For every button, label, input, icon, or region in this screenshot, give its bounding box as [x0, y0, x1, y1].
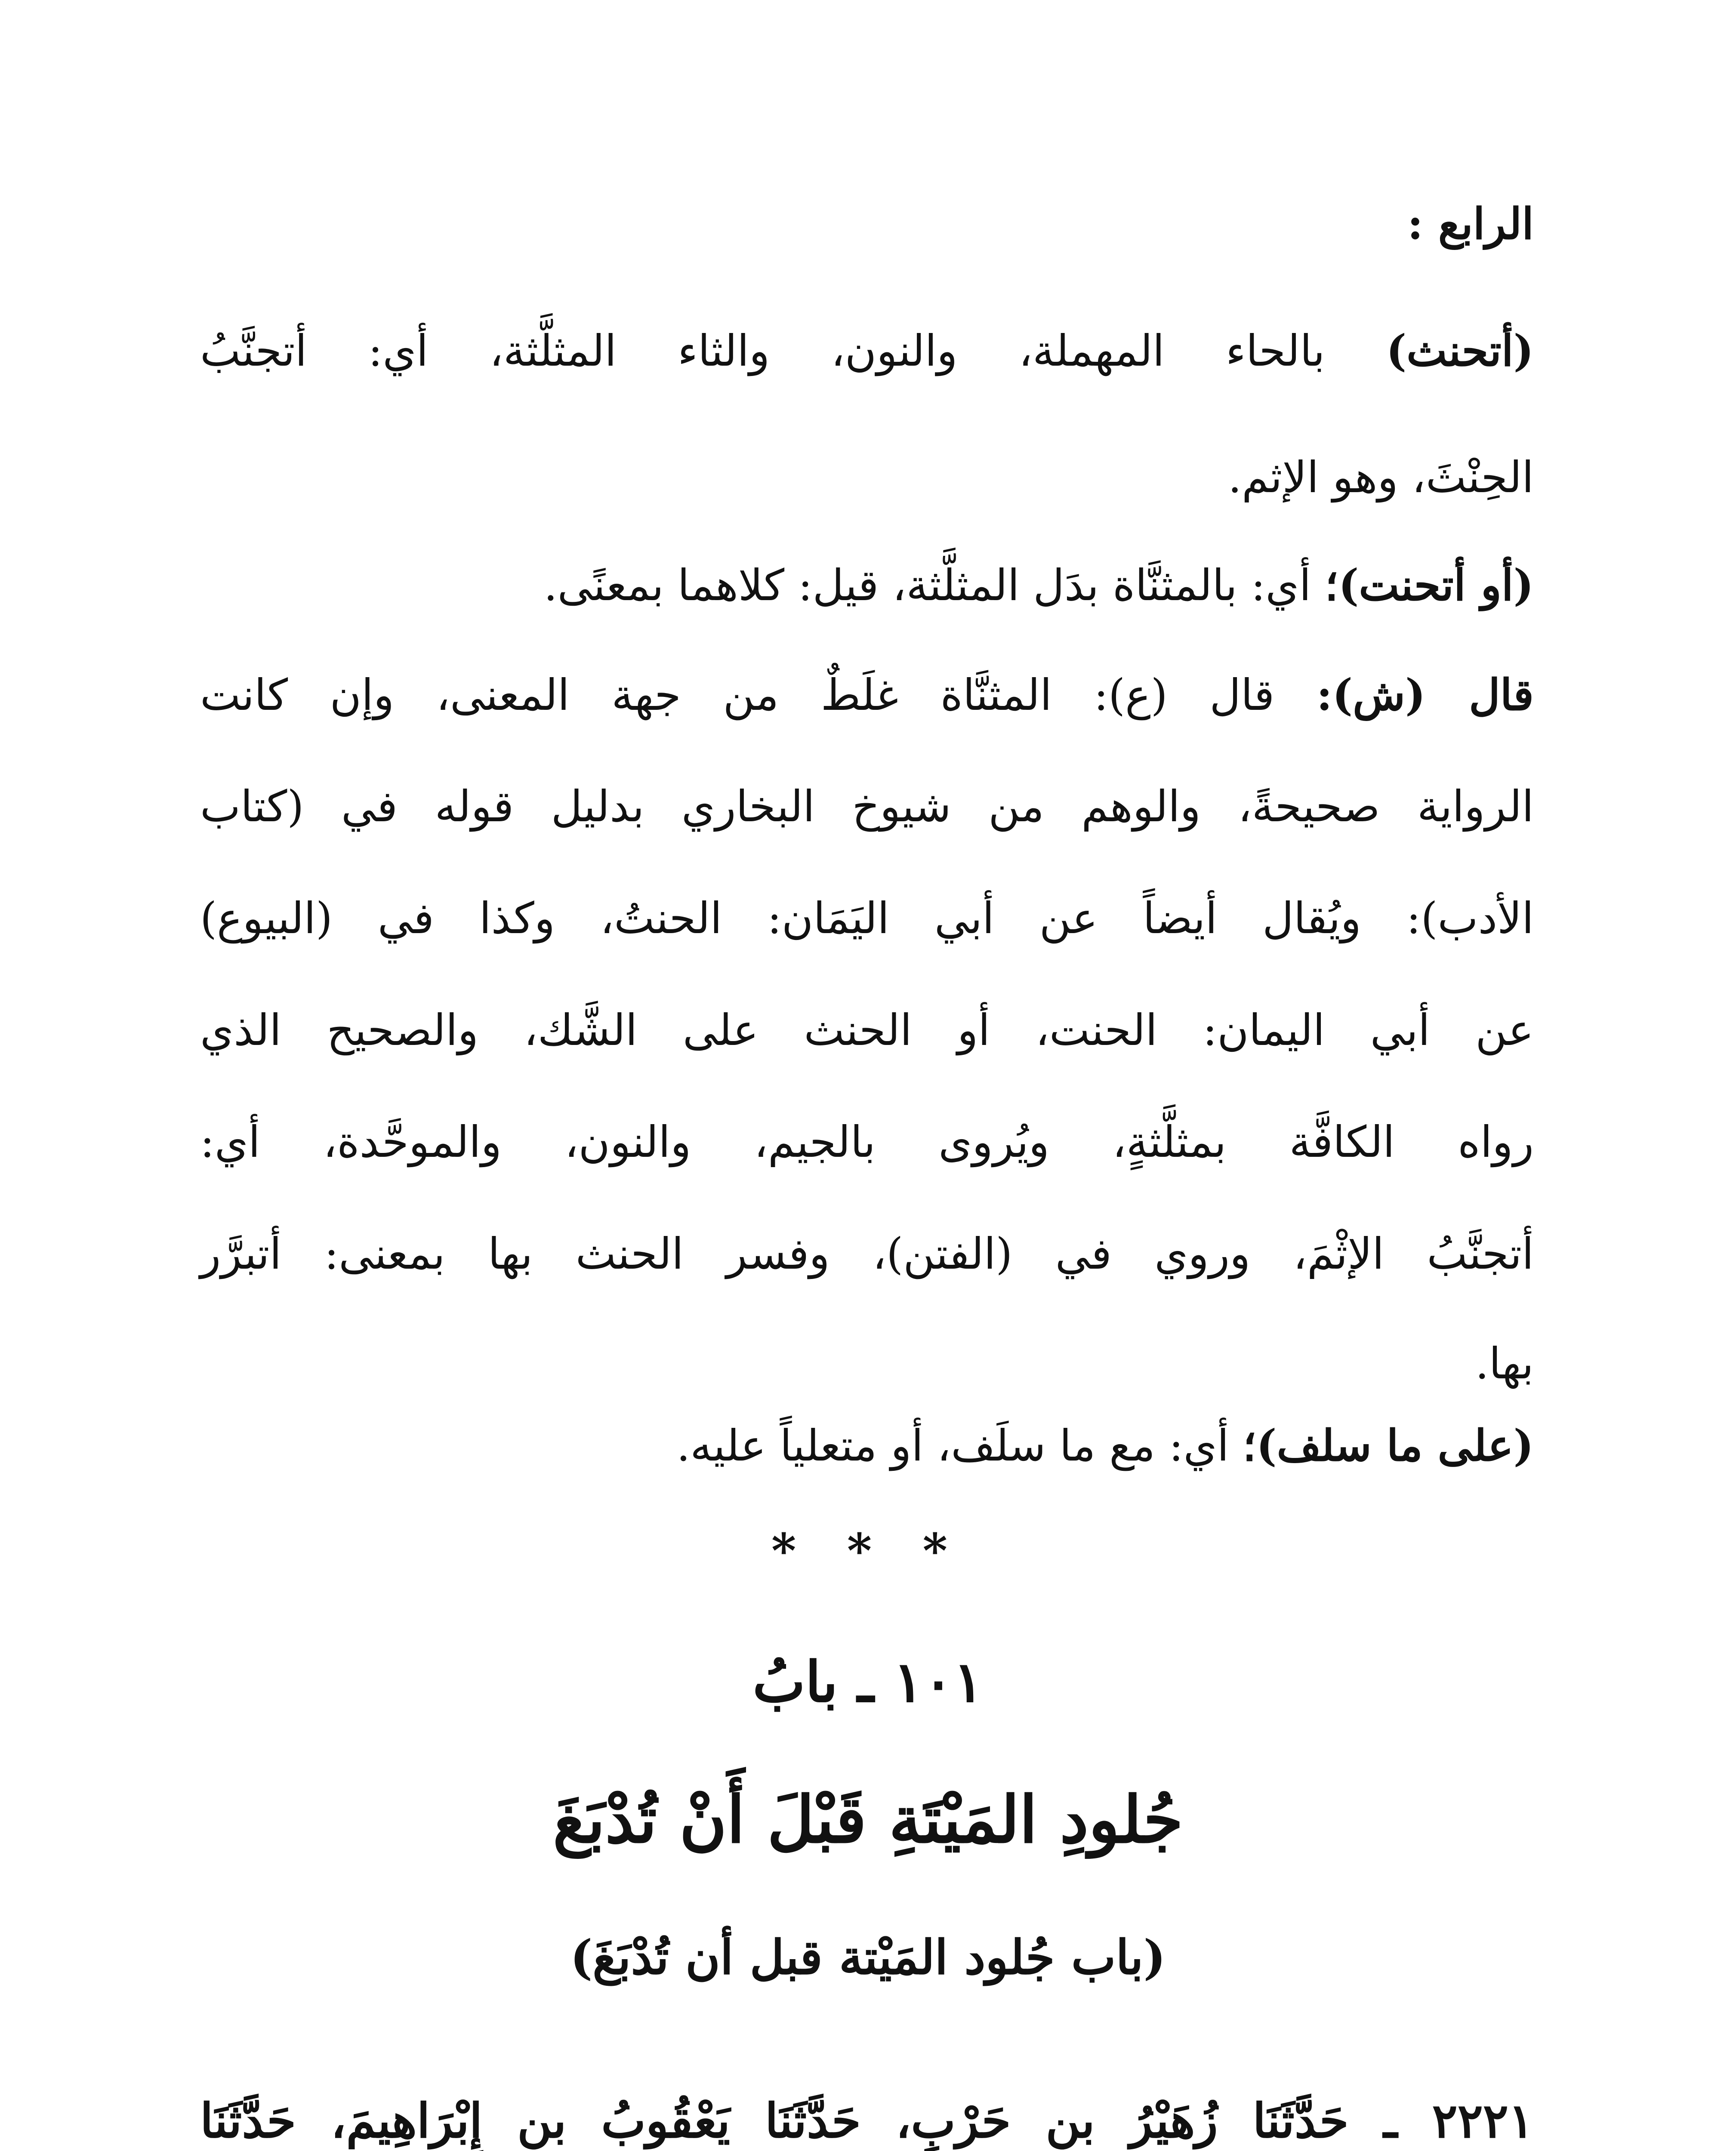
paragraph-1-line-2: الحِنْثَ، وهو الإثم.: [1228, 452, 1534, 502]
paragraph-3-line-4: عن أبي اليمان: الحنت، أو الحنث على الشَّك، والصحيح الذي: [200, 1005, 1534, 1055]
paragraph-3-line-1: [200, 660, 1534, 730]
term-bold: (أتحنث): [1386, 325, 1534, 376]
term-bold: قال (ش):: [1316, 669, 1534, 720]
hadith-line-1: ٢٢٢١ ـ حَدَّثَنَا زُهَيْرُ بن حَرْبٍ، حَدَّثَنَا يَعْقُوبُ بن إِبْرَاهِيمَ، حَدَّثَنَا: [200, 2093, 1534, 2148]
chapter-number: ١٠١ ـ بابُ: [752, 1649, 984, 1715]
paragraph-3-line-6: أتجنَّبُ الإثْمَ، وروي في (الفتن)، وفسر الحنث بها بمعنى: أتبرَّر: [200, 1229, 1534, 1279]
paragraph-4: [200, 1411, 1534, 1480]
paragraph-text: أي: مع ما سلَف، أو متعلياً عليه.: [676, 1421, 1243, 1471]
term-bold: (على ما سلف)؛: [1243, 1420, 1534, 1471]
section-separator: * * *: [771, 1523, 965, 1578]
paragraph-2: [200, 551, 1534, 620]
paragraph-3-line-5: رواه الكافَّة بمثلَّثةٍ، ويُروى بالجيم، والنون، والموحَّدة، أي:: [200, 1117, 1534, 1167]
chapter-subtitle: (باب جُلود المَيْتة قبل أن تُدْبَغَ): [570, 1929, 1166, 1985]
paragraph-text: بالحاء المهملة، والنون، والثاء المثلَّثة، أي: أتجنَّبُ: [200, 326, 1386, 376]
paragraph-text: أي: بالمثنَّاة بدَل المثلَّثة، قيل: كلاهما بمعنًى.: [543, 560, 1325, 610]
chapter-title: جُلودِ المَيْتَةِ قَبْلَ أَنْ تُدْبَغَ: [552, 1782, 1184, 1858]
paragraph-3-line-3: الأدب): ويُقال أيضاً عن أبي اليَمَان: الحنتُ، وكذا في (البيوع): [200, 893, 1534, 943]
paragraph-text: قال (ع): المثنَّاة غلَطٌ من جهة المعنى، وإن كانت: [200, 670, 1317, 720]
section-heading: الرابع :: [1407, 198, 1534, 249]
term-bold: (أو أتحنت)؛: [1325, 560, 1534, 610]
paragraph-3-line-2: الرواية صحيحةً، والوهم من شيوخ البخاري بدليل قوله في (كتاب: [200, 781, 1534, 832]
paragraph-1-line-1: [200, 316, 1534, 385]
paragraph-3-line-7: بها.: [1475, 1338, 1534, 1389]
